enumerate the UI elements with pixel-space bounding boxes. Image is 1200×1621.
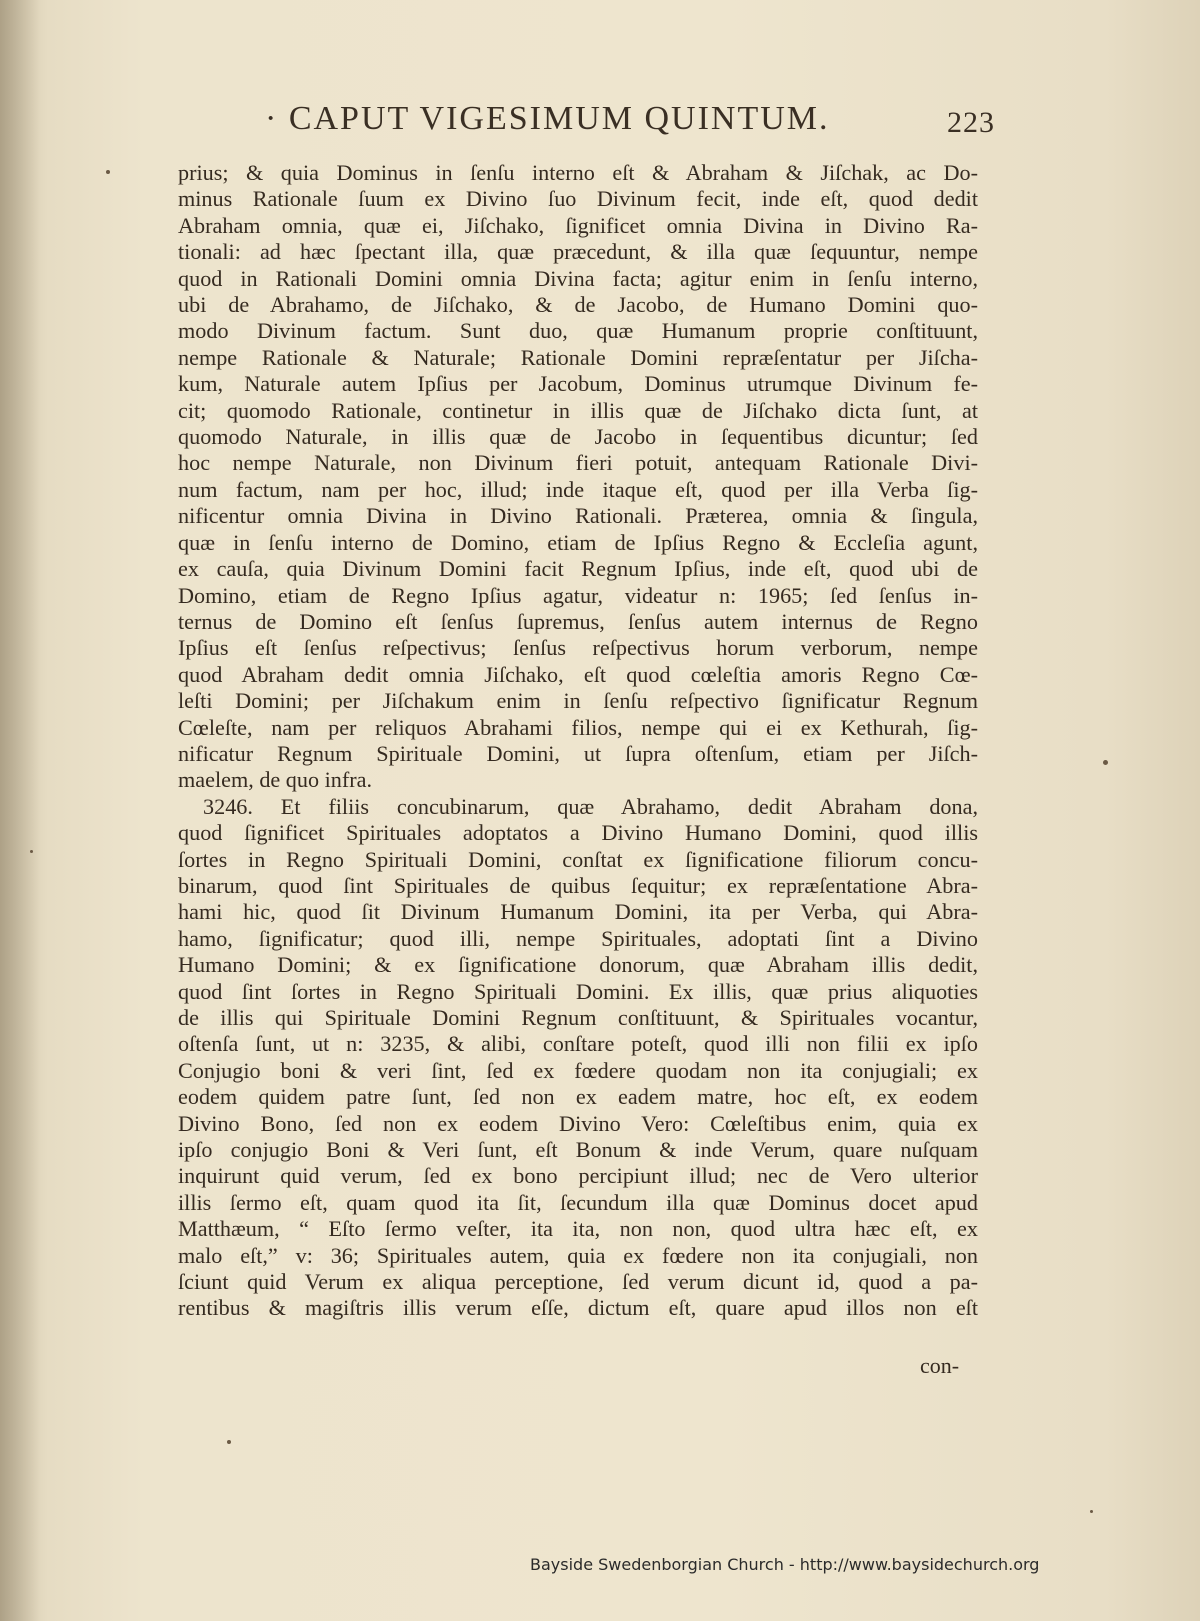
paper-speck	[1090, 1510, 1093, 1513]
text-line: ſciunt quid Verum ex aliqua perceptione, ſed verum dicunt id, quod a pa-	[178, 1269, 978, 1295]
body-text	[178, 160, 978, 1322]
text-line: ternus de Domino eſt ſenſus ſupremus, ſenſus autem internus de Regno	[178, 608, 978, 634]
text-line: binarum, quod ſint Spirituales de quibus ſequitur; ex repræſentatione Abra-	[178, 872, 978, 898]
text-line: Cœleſte, nam per reliquos Abrahami filios, nempe qui ei ex Kethurah, ſig-	[178, 714, 978, 740]
text-line: Matthæum, “ Eſto ſermo veſter, ita ita, non non, quod ultra hæc eſt, ex	[178, 1216, 978, 1242]
text-line: ipſo conjugio Boni & Veri ſunt, eſt Bonum & inde Verum, quare nuſquam	[178, 1137, 978, 1163]
text-line: kum, Naturale autem Ipſius per Jacobum, Dominus utrumque Divinum fe-	[178, 371, 978, 397]
text-line: de illis qui Spirituale Domini Regnum conſtituunt, & Spirituales vocantur,	[178, 1005, 978, 1030]
text-line: rentibus & magiſtris illis verum eſſe, dictum eſt, quare apud illos non eſt	[178, 1295, 978, 1321]
text-line: malo eſt,” v: 36; Spirituales autem, quia ex fœdere non ita conjugiali, non	[178, 1242, 978, 1268]
chapter-title: · CAPUT VIGESIMUM QUINTUM.	[265, 100, 830, 137]
text-line: quod ſignificet Spirituales adoptatos a Divino Humano Domini, quod illis	[178, 820, 978, 846]
text-line: Ipſius eſt ſenſus reſpectivus; ſenſus reſpectivus horum verborum, nempe	[178, 635, 978, 661]
text-line: eodem quidem patre ſunt, ſed non ex eadem matre, hoc eſt, ex eodem	[178, 1084, 978, 1110]
paper-speck	[1103, 760, 1108, 765]
text-line: minus Rationale ſuum ex Divino ſuo Divinum fecit, inde eſt, quod dedit	[178, 186, 978, 212]
source-footer: Bayside Swedenborgian Church - http://www.baysidechurch.org	[530, 1555, 1040, 1574]
text-line: inquirunt quid verum, ſed ex bono percipiunt illud; nec de Vero ulterior	[178, 1163, 978, 1189]
text-line: nificatur Regnum Spirituale Domini, ut ſupra oſtenſum, etiam per Jiſch-	[178, 740, 978, 766]
page-number: 223	[947, 106, 995, 139]
text-line: ex cauſa, quia Divinum Domini facit Regnum Ipſius, inde eſt, quod ubi de	[178, 556, 978, 582]
text-line: nempe Rationale & Naturale; Rationale Domini repræſentatur per Jiſcha-	[178, 344, 978, 370]
text-line: oſtenſa ſunt, ut n: 3235, & alibi, conſtare poteſt, quod illi non filii ex ipſo	[178, 1031, 978, 1057]
text-line: Humano Domini; & ex ſignificatione donorum, quæ Abraham illis dedit,	[178, 952, 978, 978]
text-line: leſti Domini; per Jiſchakum enim in ſenſu reſpectivo ſignificatur Regnum	[178, 688, 978, 714]
text-line: ubi de Abrahamo, de Jiſchako, & de Jacobo, de Humano Domini quo-	[178, 292, 978, 318]
text-line: cit; quomodo Rationale, continetur in illis quæ de Jiſchako dicta ſunt, at	[178, 397, 978, 423]
text-line: quod in Rationali Domini omnia Divina facta; agitur enim in ſenſu interno,	[178, 265, 978, 291]
text-line: illis ſermo eſt, quam quod ita ſit, ſecundum illa quæ Dominus docet apud	[178, 1189, 978, 1215]
catchword: con-	[920, 1353, 960, 1378]
text-line: hami hic, quod ſit Divinum Humanum Domini, ita per Verba, qui Abra-	[178, 899, 978, 925]
text-line: nificentur omnia Divina in Divino Rationali. Præterea, omnia & ſingula,	[178, 503, 978, 529]
paper-speck	[30, 850, 33, 853]
running-head	[255, 100, 995, 150]
paragraph-3246-start: 3246. Et filiis concubinarum, quæ Abrahamo, dedit Abraham dona,	[203, 793, 978, 819]
text-line: hamo, ſignificatur; quod illi, nempe Spirituales, adoptati ſint a Divino	[178, 925, 978, 951]
text-line: modo Divinum factum. Sunt duo, quæ Humanum proprie conſtituunt,	[178, 318, 978, 344]
text-line: hoc nempe Naturale, non Divinum fieri potuit, antequam Rationale Divi-	[178, 450, 978, 476]
text-line: Divino Bono, ſed non ex eodem Divino Vero: Cœleſtibus enim, quia ex	[178, 1110, 978, 1136]
page-gutter-shadow	[0, 0, 40, 1621]
text-line: ſortes in Regno Spirituali Domini, conſtat ex ſignificatione filiorum concu-	[178, 846, 978, 872]
text-line: quomodo Naturale, in illis quæ de Jacobo in ſequentibus dicuntur; ſed	[178, 424, 978, 450]
text-line: Domino, etiam de Regno Ipſius agatur, videatur n: 1965; ſed ſenſus in-	[178, 582, 978, 608]
text-line: Abraham omnia, quæ ei, Jiſchako, ſignificet omnia Divina in Divino Ra-	[178, 212, 978, 238]
text-line: quæ in ſenſu interno de Domino, etiam de Ipſius Regno & Eccleſia agunt,	[178, 529, 978, 555]
text-line: tionali: ad hæc ſpectant illa, quæ præcedunt, & illa quæ ſequuntur, nempe	[178, 239, 978, 265]
text-line: Conjugio boni & veri ſint, ſed ex fœdere quodam non ita conjugiali; ex	[178, 1057, 978, 1083]
text-line: maelem, de quo infra.	[178, 767, 373, 793]
paper-speck	[227, 1440, 231, 1444]
text-line: quod ſint ſortes in Regno Spirituali Domini. Ex illis, quæ prius aliquoties	[178, 978, 978, 1004]
text-line: quod Abraham dedit omnia Jiſchako, eſt quod cœleſtia amoris Regno Cœ-	[178, 661, 978, 687]
paper-speck	[106, 170, 110, 174]
text-line: prius; & quia Dominus in ſenſu interno eſt & Abraham & Jiſchak, ac Do-	[178, 160, 978, 185]
text-line: num factum, nam per hoc, illud; inde itaque eſt, quod per illa Verba ſig-	[178, 476, 978, 502]
